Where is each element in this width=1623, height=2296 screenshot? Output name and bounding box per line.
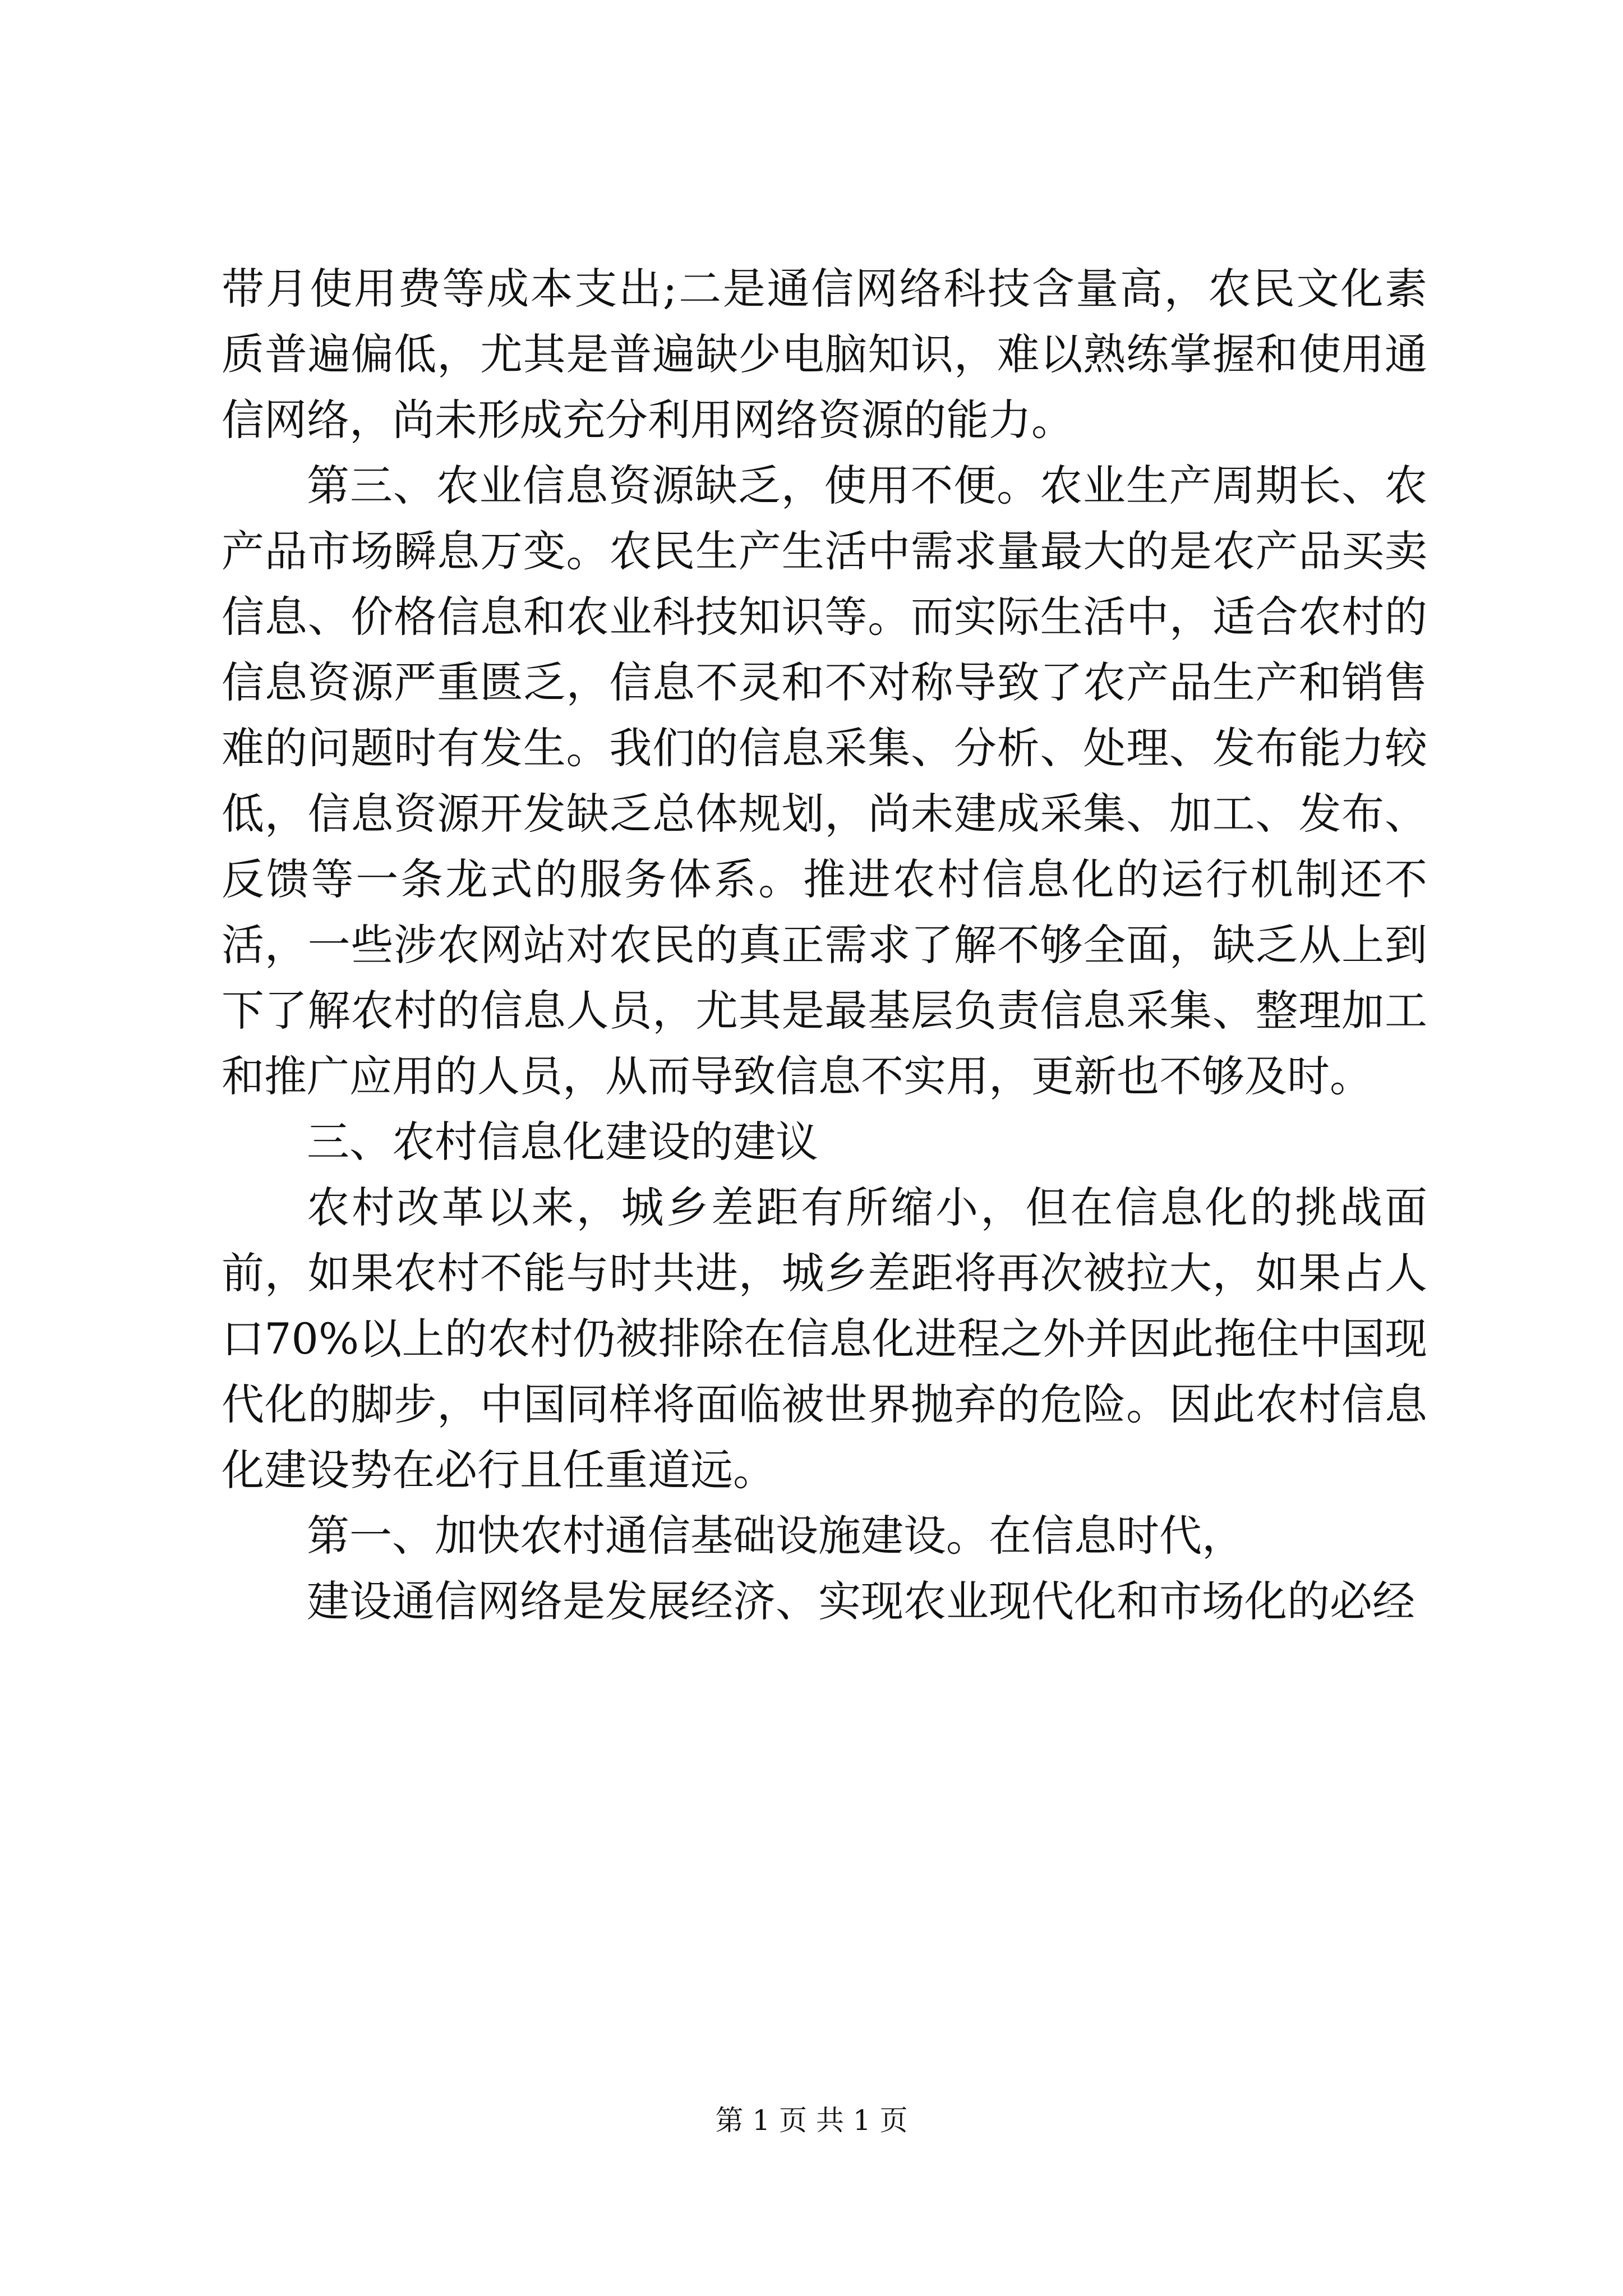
paragraph-last: 建设通信网络是发展经济、实现农业现代化和市场化的必经: [307, 1576, 1415, 1626]
paragraph-continued: 带月使用费等成本支出;二是通信网络科技含量高，农民文化素质普遍偏低，尤其是普遍缺少电脑知识，难以熟练掌握和使用通信网络，尚未形成充分利用网络资源的能力。: [222, 264, 1427, 445]
page-footer: 第 1 页 共 1 页: [715, 2104, 908, 2137]
paragraph-section-three-point: 第三、农业信息资源缺乏，使用不便。农业生产周期长、农产品市场瞬息万变。农民生产生活中需求量最大的是农产品买卖信息、价格信息和农业科技知识等。而实际生活中，适合农村的信息资源严重匮乏，信息不灵和不对称导致了农产品生产和销售难的问题时有发生。我们的信息采集、分析、处理、发布能力较低，信息资源开发缺乏总体规划，尚未建成采集、加工、发布、反馈等一条龙式的服务体系。推进农村信息化的运行机制还不活，一些涉农网站对农民的真正需求了解不够全面，缺乏从上到下了解农村的信息人员，尤其是最基层负责信息采集、整理加工和推广应用的人员，从而导致信息不实用，更新也不够及时。: [222, 461, 1427, 1101]
document-body: [222, 256, 1427, 1634]
section-heading: 三、农村信息化建设的建议: [307, 1117, 818, 1167]
paragraph-point-one: 第一、加快农村通信基础设施建设。在信息时代，: [307, 1511, 1244, 1561]
paragraph-intro: 农村改革以来，城乡差距有所缩小，但在信息化的挑战面前，如果农村不能与时共进，城乡差距将再次被拉大，如果占人口70%以上的农村仍被排除在信息化进程之外并因此拖住中国现代化的脚步，中国同样将面临被世界抛弃的危险。因此农村信息化建设势在必行且任重道远。: [222, 1182, 1427, 1495]
